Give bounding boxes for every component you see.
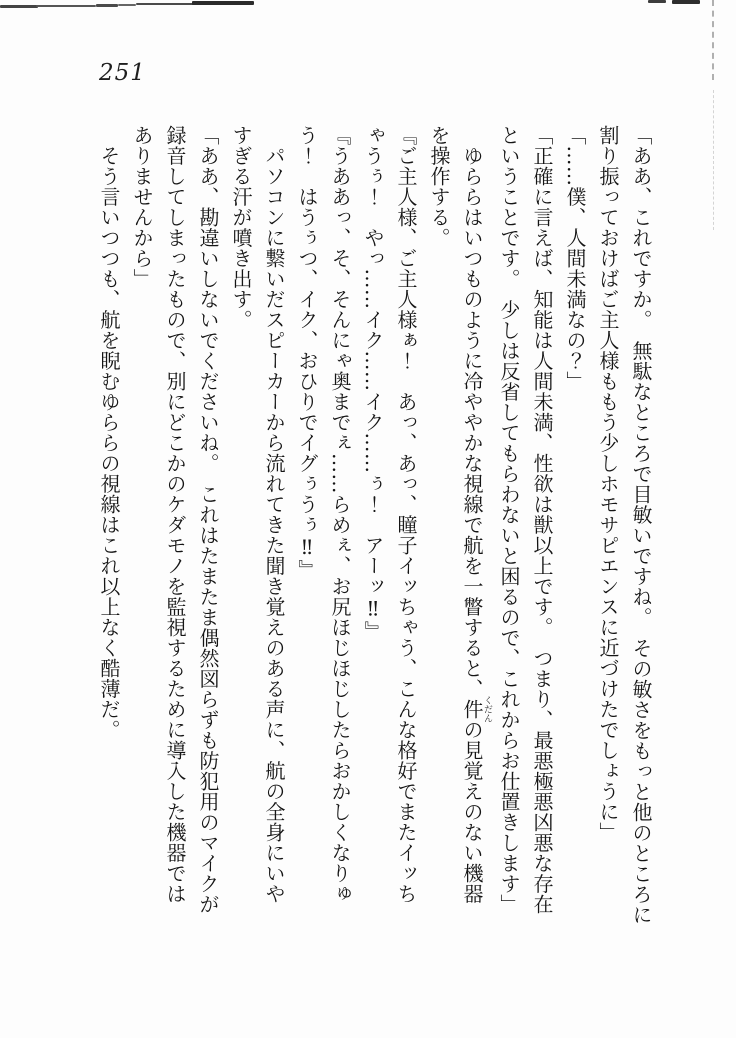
scan-artifact-edge-dashes <box>712 0 714 80</box>
text-line: そう言いつつも、航を睨むゆららの視線はこれ以上なく酷薄だ。 <box>97 125 121 740</box>
text-line: 『ご主人様、ご主人様ぁ！ あっ、あっ、瞳子イッちゃう、こんな格好でまたイッち <box>394 125 418 904</box>
text-line: 録音してしまったもので、別にどこかのケダモノを監視するために導入した機器では <box>163 125 187 904</box>
text-line: 割り振っておけばご主人様ももう少しホモサピエンスに近づけたでしょうに」 <box>596 125 620 843</box>
scan-artifact-edge-dashes-faint <box>713 90 714 230</box>
scan-artifact-blob <box>0 5 38 8</box>
scan-artifact-blob <box>672 0 700 4</box>
text-line: パソコンに繋いだスピーカーから流れてきた聞き覚えのある声に、航の全身にいや <box>262 125 286 904</box>
text-line: 『うああっ、そ、そんにゃ奥までぇ……らめぇ、お尻ほじほじしたらおかしくなりゅ <box>328 125 352 904</box>
scan-artifact-blob <box>648 0 666 3</box>
scan-artifact-blob <box>136 3 194 5</box>
text-block <box>92 125 657 971</box>
scan-artifact-top-edge <box>0 0 736 12</box>
text-line: すぎる汗が噴き出す。 <box>229 125 253 330</box>
scan-artifact-blob <box>96 4 118 7</box>
text-line: 「ああ、勘違いしないでくださいね。 これはたまたま偶然図らずも防犯用のマイクが <box>196 125 220 915</box>
text-line: ということです。 少しは反省してもらわないと困るので、これからお仕置きします」 <box>497 125 521 915</box>
text-line: 「……僕、人間未満なの？」 <box>563 125 587 392</box>
text-line: ありませんから」 <box>130 125 154 289</box>
text-line: 「ああ、これですか。 無駄なところで目敏いですね。 その敏さをもっと他のところに <box>629 125 653 925</box>
text-line: 「正確に言えば、知能は人間未満、性欲は獣以上です。 つまり、最悪極悪凶悪な存在 <box>530 125 554 915</box>
text-line: ゆららはいつものように冷ややかな視線で航を一瞥すると、件くだんの見覚えのない機器 <box>460 125 492 904</box>
scan-artifact-blob <box>192 1 254 5</box>
text-line: を操作する。 <box>427 125 451 248</box>
scan-artifact-blob <box>118 4 136 6</box>
ruby-annotation: 件くだん <box>460 695 492 723</box>
text-line: う！ はうぅつ、イク、おひりでイグぅうぅ‼』 <box>295 125 319 580</box>
page-number: 251 <box>99 60 146 86</box>
scan-artifact-blob <box>36 5 96 7</box>
text-line: ゃうぅ！ やっ……イク……イク……ぅ！ アーッ‼』 <box>361 125 385 642</box>
